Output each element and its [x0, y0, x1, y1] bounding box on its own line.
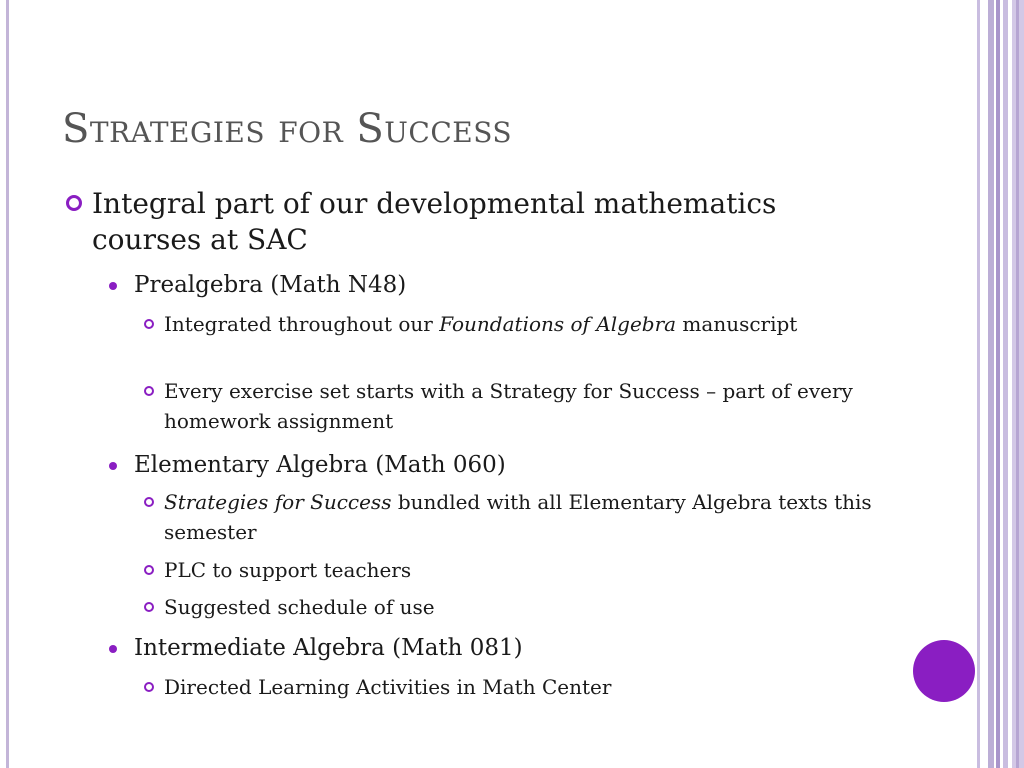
- frame-line-left: [6, 0, 9, 768]
- sub-bullet-item: [134, 450, 894, 480]
- dot-bullet-icon: [109, 282, 117, 290]
- ring-bullet-icon: [144, 602, 154, 612]
- ring-bullet-icon: [144, 565, 154, 575]
- ring-bullet-icon: [66, 195, 82, 211]
- sub-bullet-item: [134, 270, 894, 300]
- ring-bullet-icon: [144, 682, 154, 692]
- sub-sub-bullet-item: [164, 487, 884, 547]
- sub-bullet-text: Intermediate Algebra (Math 081): [134, 635, 523, 661]
- sub-sub-bullet-text: Directed Learning Activities in Math Center: [164, 675, 612, 699]
- sub-sub-bullet-item: [164, 376, 884, 436]
- decorative-circle: [913, 640, 975, 702]
- decorative-stripe: [1016, 0, 1019, 768]
- dot-bullet-icon: [109, 645, 117, 653]
- decorative-stripe: [1003, 0, 1008, 768]
- sub-sub-bullet-text: Suggested schedule of use: [164, 595, 435, 619]
- sub-bullet-text: Prealgebra (Math N48): [134, 272, 407, 298]
- slide-title: Strategies for Success: [62, 106, 513, 152]
- sub-sub-bullet-item: [164, 555, 884, 585]
- decorative-stripe: [988, 0, 994, 768]
- sub-bullet-text: Elementary Algebra (Math 060): [134, 452, 506, 478]
- bullet-text: Integral part of our developmental mathematics courses at SAC: [92, 187, 777, 256]
- sub-sub-bullet-text-italic: Foundations of Algebra: [439, 312, 677, 336]
- sub-sub-bullet-text-after: bundled with all Elementary Algebra texts this semester: [164, 490, 872, 544]
- ring-bullet-icon: [144, 386, 154, 396]
- sub-sub-bullet-text: Every exercise set starts with a Strategy for Success – part of every homework assignment: [164, 379, 853, 433]
- decorative-stripe: [996, 0, 1000, 768]
- sub-sub-bullet-item: [164, 309, 884, 339]
- sub-bullet-item: [134, 633, 894, 663]
- sub-sub-bullet-item: [164, 672, 884, 702]
- sub-sub-bullet-text: PLC to support teachers: [164, 558, 412, 582]
- ring-bullet-icon: [144, 497, 154, 507]
- sub-sub-bullet-text-before: Integrated throughout our: [164, 312, 440, 336]
- sub-sub-bullet-item: [164, 592, 884, 622]
- dot-bullet-icon: [109, 462, 117, 470]
- ring-bullet-icon: [144, 319, 154, 329]
- sub-sub-bullet-text-after: manuscript: [676, 312, 798, 336]
- sub-sub-bullet-text-italic: Strategies for Success: [164, 490, 392, 514]
- bullet-item: [92, 186, 892, 258]
- decorative-stripe: [977, 0, 980, 768]
